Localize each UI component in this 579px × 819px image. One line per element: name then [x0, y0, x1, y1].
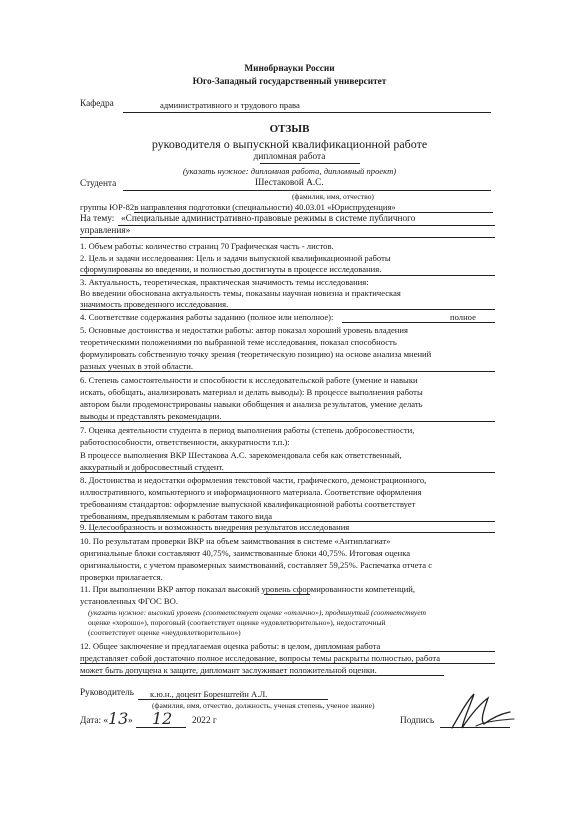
item-11-level-underline [264, 594, 310, 595]
department-underline [123, 112, 491, 113]
document-title: ОТЗЫВ [269, 123, 310, 135]
item-12-underline-2 [80, 663, 495, 664]
item-12-line-1: 12. Общее заключение и предлагаемая оценка работы: в целом, дипломная работа [80, 641, 381, 651]
item-10-line-3: оригинальности, с учетом правомерных заимствований, составляет 59,25%. Распечатка отчета с [80, 560, 433, 570]
department-label: Кафедра [80, 99, 114, 109]
student-hint: (фамилия, имя, отчество) [292, 192, 374, 201]
item-11-line-2: установленных ФГОС ВО. [80, 596, 178, 606]
item-12-line-2: представляет собой достаточно полное исследование, вопросы темы раскрыты полностью, работа [80, 653, 441, 663]
item-6-line-2: искать, обобщать, анализировать материал и делать выводы): В процессе выполнения работы [80, 387, 423, 397]
item-11-hint-2: оценке «хорошо»), пороговый (соответствует оценке «удовлетворительно»), недостаточный [88, 618, 386, 627]
topic-line-2: управления» [80, 226, 131, 236]
item-3-line-3: значимость проведенного исследования. [80, 299, 229, 309]
date-month: 12 [152, 709, 173, 728]
topic-line-1: «Специальные административно-правовые режимы в системе публичного [121, 214, 416, 224]
date-year: 2022 г [192, 716, 217, 726]
supervisor-value: к.ю.н., доцент Боренштейн А.Л. [150, 689, 268, 699]
item-3-underline [80, 309, 495, 310]
department-value: административного и трудового права [160, 100, 300, 110]
item-10-line-4: проверки прилагается. [80, 572, 163, 582]
document-subtitle: руководителя о выпускной квалификационной работе [151, 137, 428, 151]
item-4-value: полное [450, 312, 476, 322]
item-2-underline [80, 275, 495, 276]
item-8-line-4: требованиям, предъявляемым к работам такого вида [80, 511, 273, 521]
item-9: 9. Целесообразность и возможность внедрения результатов исследования [80, 522, 350, 532]
item-12-line-3: может быть допущена к защите, дипломант заслуживает положительной оценки. [80, 665, 377, 675]
student-label: Студента [80, 179, 117, 189]
topic-underline-2 [80, 237, 495, 238]
item-5-line-3: формулировать собственную точку зрения (теоретическую позицию) на основе анализа мнений [80, 349, 432, 359]
supervisor-underline [138, 699, 328, 700]
item-12-underline-1 [320, 651, 495, 652]
item-7-line-4: аккуратный и добросовестный студент. [80, 462, 224, 472]
student-underline [123, 190, 491, 191]
item-8-line-2: иллюстративного, компьютерного и информационного материала. Соответствие оформления [80, 487, 422, 497]
item-8-line-3: требованиям стандартов: оформление выпускной квалификационной работы соответствует [80, 499, 416, 509]
item-6-underline [80, 421, 495, 422]
university-name: Юго-Западный государственный университет [192, 77, 387, 87]
group-line: группы ЮР-82в направления подготовки (специальности) 40.03.01 «Юриспруденция» [80, 202, 396, 212]
item-9-underline [80, 532, 495, 533]
item-7-underline [80, 472, 495, 473]
item-2-line-1: 2. Цель и задачи исследования: Цель и задачи выпускной квалификационной работы [80, 253, 391, 263]
work-type-underline [260, 163, 360, 164]
item-3-line-1: 3. Актуальность, теоретическая, практическая значимость темы исследования: [80, 277, 369, 287]
item-7-line-3: В процессе выполнения ВКР Шестакова А.С. зарекомендовала себя как ответственный, [80, 450, 402, 460]
item-8-line-1: 8. Достоинства и недостатки оформления текстовой части, графического, демонстрационного, [80, 475, 427, 485]
date-day: 13 [108, 709, 129, 728]
item-3-line-2: Во введении обоснована актуальность темы, показаны научная новизна и практическая [80, 288, 401, 298]
date-label: Дата: « [80, 716, 109, 726]
item-12-underline-3 [80, 675, 444, 676]
item-6-line-1: 6. Степень самостоятельности и способности к исследовательской работе (умение и навыки [80, 375, 418, 385]
topic-underline-1 [118, 225, 495, 226]
item-7-line-1: 7. Оценка деятельности студента в период выполнения работы (степень добросовестности, [80, 425, 415, 435]
item-6-line-3: автором были продемонстрированы навыки обобщения и анализа результатов, умение делать [80, 399, 423, 409]
item-10-line-2: оригинальные блоки составляют 40,75%, заимствованные блоки 40,75%. Итоговая оценка [80, 548, 411, 558]
item-5-line-2: теоретическими положениями по выбранной теме исследования, показал способность [80, 337, 397, 347]
handwritten-signature [440, 688, 520, 736]
student-name: Шестаковой А.С. [255, 178, 324, 188]
item-11-hint-3: (соответствует оценке «неудовлетворительно») [88, 628, 241, 637]
work-type: дипломная работа [253, 152, 326, 162]
ministry-name: Минобрнауки России [244, 64, 335, 74]
item-10-line-1: 10. По результатам проверки ВКР на объем заимствования в системе «Антиплагиат» [80, 536, 391, 546]
topic-label: На тему: [80, 214, 115, 224]
item-5-line-4: разных ученых в этой области. [80, 361, 194, 371]
item-11-hint-1: (указать нужное: высокий уровень (соответствует оценке «отлично»), продвинутый (соответствует [88, 608, 427, 617]
supervisor-hint: (фамилия, имя, отчество, должность, ученая степень, ученое звание) [152, 701, 375, 710]
item-7-line-2: работоспособности, ответственности, аккуратности т.п.): [80, 437, 290, 447]
signature-label: Подпись [400, 716, 435, 726]
work-type-hint: (указать нужное: дипломная работа, дипломный проект) [182, 166, 397, 176]
item-4-underline [342, 322, 495, 323]
supervisor-label: Руководитель [80, 688, 134, 698]
group-underline [134, 212, 493, 213]
item-6-line-4: выводы и представлять рекомендации. [80, 411, 222, 421]
item-11-line-1: 11. При выполнении ВКР автор показал высокий уровень сформированности компетенций, [80, 584, 416, 594]
item-2-line-2: сформулированы во введении, и полностью достигнуты в процессе исследования. [80, 264, 382, 274]
date-quote-close: » [128, 716, 133, 726]
item-5-underline [80, 371, 495, 372]
item-5-line-1: 5. Основные достоинства и недостатки работы: автор показал хороший уровень владения [80, 325, 408, 335]
date-month-underline [136, 727, 186, 728]
item-4: 4. Соответствие содержания работы заданию (полное или неполное): [80, 312, 334, 322]
item-1: 1. Объем работы: количество страниц 70 Графическая часть - листов. [80, 241, 334, 251]
